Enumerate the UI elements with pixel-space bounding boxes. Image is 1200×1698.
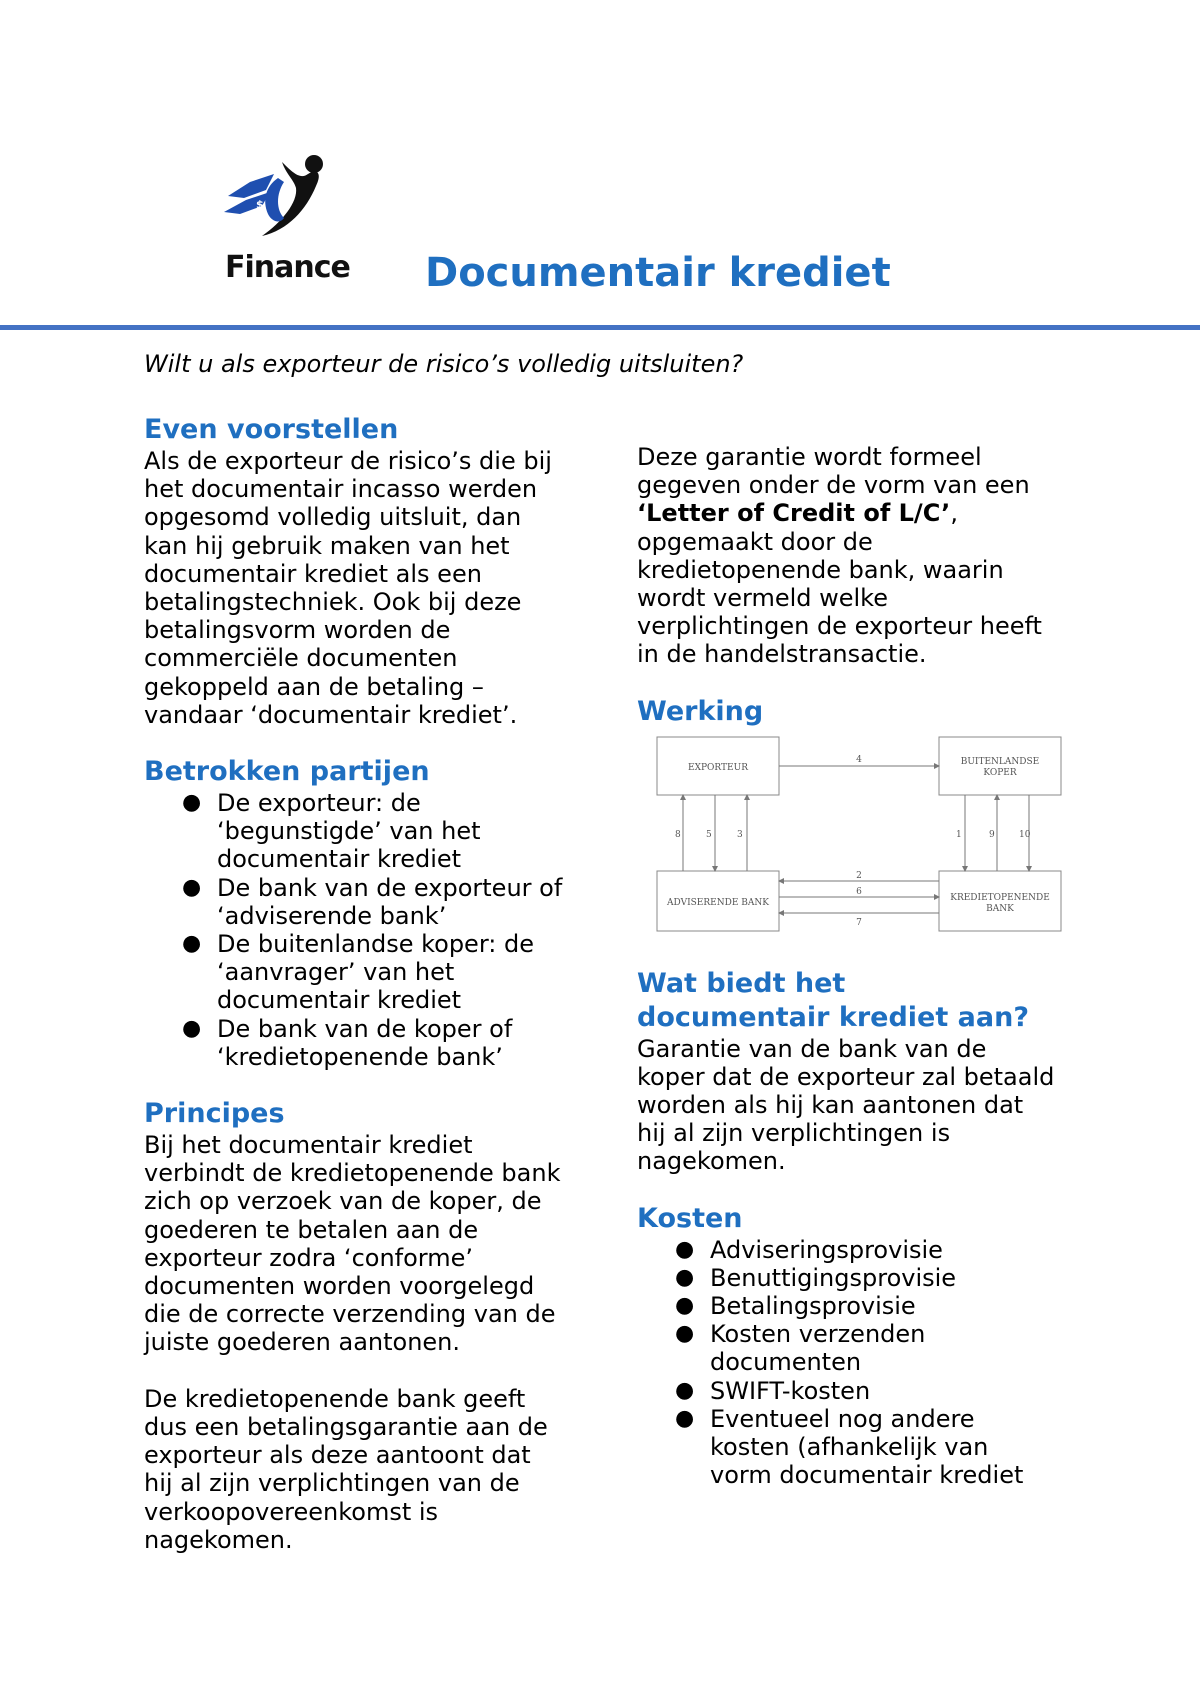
- text-line: documenten: [710, 1348, 862, 1377]
- arrow-label: 10: [1019, 829, 1031, 840]
- text-line: juiste goederen aantonen.: [144, 1328, 461, 1357]
- text-line: gekoppeld aan de betaling –: [144, 672, 484, 701]
- bullet-icon: ●: [675, 1236, 695, 1262]
- letter-of-credit-term: ‘Letter of Credit of L/C’: [637, 499, 951, 528]
- text-line: kosten (afhankelijk van: [710, 1433, 989, 1462]
- arrow-label: 6: [856, 886, 862, 897]
- text-line: verkoopovereenkomst is: [144, 1497, 439, 1526]
- text-line: ‘kredietopenende bank’: [217, 1042, 503, 1071]
- label-koper-2: KOPER: [983, 767, 1017, 778]
- arrow-label: 4: [856, 754, 862, 765]
- text-line: opgesomd volledig uitsluit, dan: [144, 503, 522, 532]
- text-line: documentair krediet: [217, 986, 462, 1015]
- arrow-label: 2: [856, 870, 862, 881]
- bullet-icon: ●: [675, 1405, 695, 1431]
- text-line: Deze garantie wordt formeel: [637, 443, 982, 471]
- kosten-list: [637, 1236, 1077, 1490]
- heading-line: Wat biedt het: [637, 967, 846, 999]
- text-line: verbindt de kredietopenende bank: [144, 1159, 561, 1188]
- text-line: De buitenlandse koper: de: [217, 930, 534, 959]
- text-line: ‘aanvrager’ van het: [217, 958, 455, 987]
- right-column: [637, 443, 1077, 1489]
- list-item: [637, 1292, 1077, 1320]
- paragraph-wat-biedt: [637, 1035, 1077, 1176]
- heading-even-voorstellen: Even voorstellen: [144, 414, 399, 445]
- text-line: Benuttigingsprovisie: [710, 1263, 957, 1292]
- text-line: hij al zijn verplichtingen is: [637, 1119, 951, 1148]
- list-item: [637, 1377, 1077, 1405]
- text-line: exporteur zodra ‘conforme’: [144, 1243, 474, 1272]
- intro-question: Wilt u als exporteur de risico’s volledig uitsluiten?: [144, 350, 744, 378]
- partijen-list: [144, 789, 584, 1071]
- list-item: [144, 789, 584, 874]
- arrow-label: 7: [856, 917, 862, 928]
- text-line: goederen te betalen aan de: [144, 1215, 479, 1244]
- text-line: vorm documentair krediet: [710, 1461, 1024, 1490]
- left-column: [144, 413, 584, 1554]
- arrow-label: 5: [706, 829, 712, 840]
- text-line: betalingstechniek. Ook bij deze: [144, 588, 522, 617]
- text-line: De exporteur: de: [217, 789, 421, 818]
- list-item: [637, 1405, 1077, 1490]
- list-item: [637, 1236, 1077, 1264]
- label-kred-2: BANK: [986, 903, 1014, 914]
- text-line: SWIFT-kosten: [710, 1376, 871, 1405]
- bullet-icon: ●: [675, 1293, 695, 1319]
- logo-figure-icon: [222, 152, 334, 248]
- paragraph-principes-2: [144, 1385, 584, 1554]
- heading-betrokken-partijen: Betrokken partijen: [144, 756, 430, 788]
- paragraph-principes-1: [144, 1131, 584, 1357]
- bullet-icon: ●: [675, 1321, 695, 1347]
- text-line: Kosten verzenden: [710, 1320, 926, 1349]
- svg-text:$: $: [256, 198, 264, 211]
- header-rule: [0, 325, 1200, 330]
- arrow-label: 8: [675, 829, 681, 840]
- arrow-label: 3: [737, 829, 743, 840]
- text-line: ‘adviserende bank’: [217, 901, 447, 930]
- bullet-icon: ●: [182, 1015, 202, 1041]
- text-line: dus een betalingsgarantie aan de: [144, 1412, 548, 1441]
- text-line: wordt vermeld welke: [637, 584, 888, 613]
- text-line: [637, 499, 1077, 527]
- heading-line: documentair krediet aan?: [637, 1001, 1029, 1033]
- bullet-icon: ●: [675, 1264, 695, 1290]
- text-line: documenten worden voorgelegd: [144, 1272, 535, 1301]
- list-item: [637, 1264, 1077, 1292]
- arrow-label: 9: [989, 829, 995, 840]
- paragraph-garantie: [637, 443, 1077, 669]
- finance-logo: [222, 152, 352, 292]
- text-line: zich op verzoek van de koper, de: [144, 1187, 542, 1216]
- page-title: Documentair krediet: [425, 250, 891, 296]
- text-line: ‘begunstigde’ van het: [217, 817, 481, 846]
- text-line: documentair krediet: [217, 845, 462, 874]
- label-koper-1: BUITENLANDSE: [960, 756, 1040, 767]
- text-line: gegeven onder de vorm van een: [637, 471, 1030, 500]
- text-line: opgemaakt door de: [637, 527, 873, 556]
- text-line: hij al zijn verplichtingen van de: [144, 1469, 520, 1498]
- text-line: in de handelstransactie.: [637, 640, 927, 669]
- text-line: Adviseringsprovisie: [710, 1235, 943, 1264]
- text-line: Bij het documentair krediet: [144, 1131, 473, 1160]
- text-line: De bank van de koper of: [217, 1014, 513, 1043]
- flow-diagram: [655, 735, 1063, 935]
- heading-wat-biedt: [637, 967, 1077, 1035]
- text-line: nagekomen.: [144, 1525, 293, 1554]
- text-line: Als de exporteur de risico’s die bij: [144, 447, 552, 475]
- bullet-icon: ●: [675, 1377, 695, 1403]
- heading-principes: Principes: [144, 1098, 285, 1130]
- heading-werking: Werking: [637, 695, 764, 727]
- heading-kosten: Kosten: [637, 1202, 743, 1234]
- text-line: De bank van de exporteur of: [217, 873, 563, 902]
- list-item: [637, 1320, 1077, 1376]
- text-line: kan hij gebruik maken van het: [144, 531, 510, 560]
- list-item: [144, 1015, 584, 1071]
- text-line: het documentair incasso werden: [144, 475, 538, 504]
- list-item: [144, 930, 584, 1015]
- text-line: De kredietopenende bank geeft: [144, 1384, 526, 1413]
- text-line: verplichtingen de exporteur heeft: [637, 612, 1042, 641]
- text-line: commerciële documenten: [144, 644, 458, 673]
- text-line: Betalingsprovisie: [710, 1292, 916, 1321]
- paragraph-even-voorstellen: [144, 447, 584, 729]
- werking-diagram: [655, 735, 1063, 935]
- label-exporteur: EXPORTEUR: [688, 762, 748, 773]
- bullet-icon: ●: [182, 874, 202, 900]
- text-line: die de correcte verzending van de: [144, 1300, 556, 1329]
- list-item: [144, 874, 584, 930]
- bullet-icon: ●: [182, 931, 202, 957]
- arrow-label: 1: [956, 829, 962, 840]
- text-line: nagekomen.: [637, 1147, 786, 1176]
- text-line: kredietopenende bank, waarin: [637, 555, 1004, 584]
- text-line: vandaar ‘documentair krediet’.: [144, 700, 518, 729]
- comma: ,: [950, 499, 958, 528]
- text-line: Eventueel nog andere: [710, 1404, 975, 1433]
- text-line: Garantie van de bank van de: [637, 1034, 987, 1063]
- label-kred-1: KREDIETOPENENDE: [950, 892, 1050, 903]
- text-line: documentair krediet als een: [144, 559, 482, 588]
- label-adviserende-bank: ADVISERENDE BANK: [667, 897, 769, 908]
- text-line: exporteur als deze aantoont dat: [144, 1441, 531, 1470]
- bullet-icon: ●: [182, 790, 202, 816]
- logo-text: Finance: [225, 250, 350, 285]
- text-line: worden als hij kan aantonen dat: [637, 1091, 1024, 1120]
- text-line: koper dat de exporteur zal betaald: [637, 1062, 1055, 1091]
- text-line: betalingsvorm worden de: [144, 616, 451, 645]
